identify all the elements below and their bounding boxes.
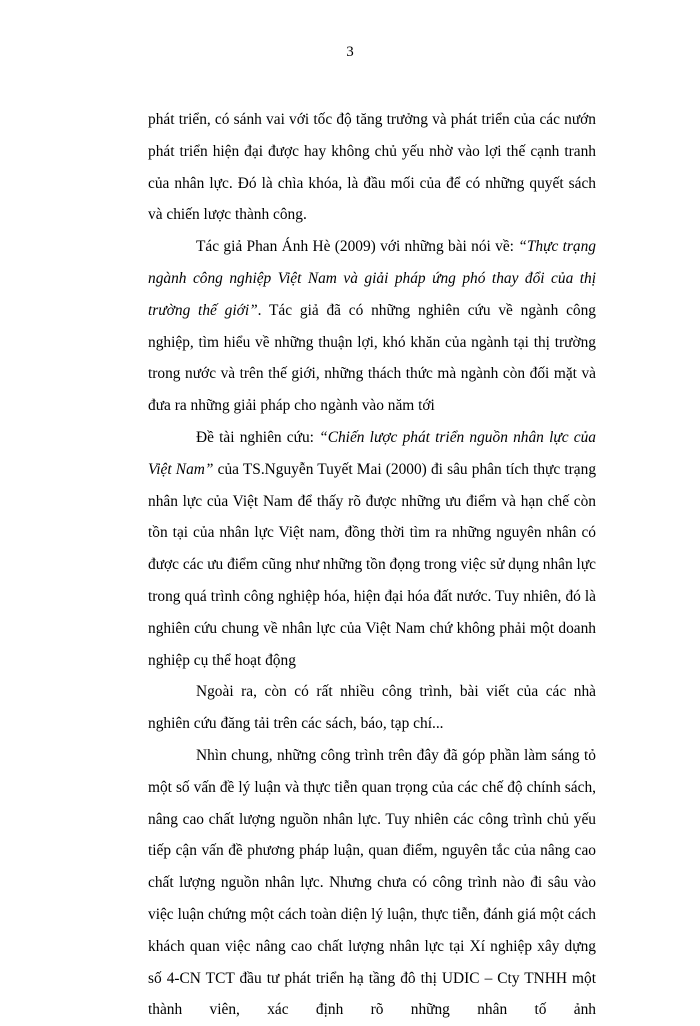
cited-title: “Chiến lược phát triển nguồn nhân lực của Việt Nam” [148, 428, 596, 478]
paragraph-text: . Tác giả đã có những nghiên cứu về ngành công nghiệp, tìm hiểu về những thuận lợi, khó khăn của ngành tại thị trường trong nước và trên thế giới, những thách thức mà ngành còn đối mặt và đưa ra những giải pháp cho ngành vào năm tới [148, 301, 596, 415]
cited-title: “Thực trạng ngành công nghiệp Việt Nam và giải pháp ứng phó thay đổi của thị trường thế giới” [148, 238, 596, 319]
document-body [148, 104, 596, 1026]
paragraph-nguyen-tuyet-mai [148, 422, 596, 676]
paragraph-phan-anh-he [148, 231, 596, 422]
paragraph-text: Đề tài nghiên cứu: [196, 428, 320, 446]
paragraph-other-works: Ngoài ra, còn có rất nhiều công trình, bài viết của các nhà nghiên cứu đăng tải trên các sách, báo, tạp chí... [148, 683, 596, 733]
paragraph-text: Tác giả Phan Ánh Hè (2009) với những bài nói về: [196, 238, 519, 256]
page-number: 3 [346, 44, 354, 60]
paragraph-summary: Nhìn chung, những công trình trên đây đã góp phần làm sáng tỏ một số vấn đề lý luận và thực tiễn quan trọng của các chế độ chính sách, nâng cao chất lượng nguồn nhân lực. Tuy nhiên các công trình chủ yếu tiếp cận vấn đề phương pháp luận, quan điểm, nguyên tắc của nâng cao chất lượng nguồn nhân lực. Nhưng chưa có công trình nào đi sâu vào việc luận chứng một cách toàn diện lý luận, thực tiễn, đánh giá một cách khách quan việc nâng cao chất lượng nhân lực tại Xí nghiệp xây dựng số 4-CN TCT đầu tư phát triển hạ tầng đô thị UDIC – Cty TNHH một thành viên, xác định rõ những nhân tố ảnh [148, 746, 596, 1019]
paragraph-intro-continuation: phát triển, có sánh vai với tốc độ tăng trưởng và phát triển của các nướn phát triển hiện đại được hay không chủ yếu nhờ vào lợi thế cạnh tranh của nhân lực. Đó là chìa khóa, là đầu mối của để có những quyết sách và chiến lược thành công. [148, 111, 596, 224]
paragraph-text: của TS.Nguyễn Tuyết Mai (2000) đi sâu phân tích thực trạng nhân lực của Việt Nam để thấy rõ được những ưu điểm và hạn chế còn tồn tại của nhân lực Việt nam, đồng thời tìm ra những nguyên nhân có được các ưu điểm cũng như những tồn đọng trong việc sử dụng nhân lực trong quá trình công nghiệp hóa, hiện đại hóa đất nước. Tuy nhiên, đó là nghiên cứu chung về nhân lực của Việt Nam chứ không phải một doanh nghiệp cụ thể hoạt động [148, 460, 597, 669]
